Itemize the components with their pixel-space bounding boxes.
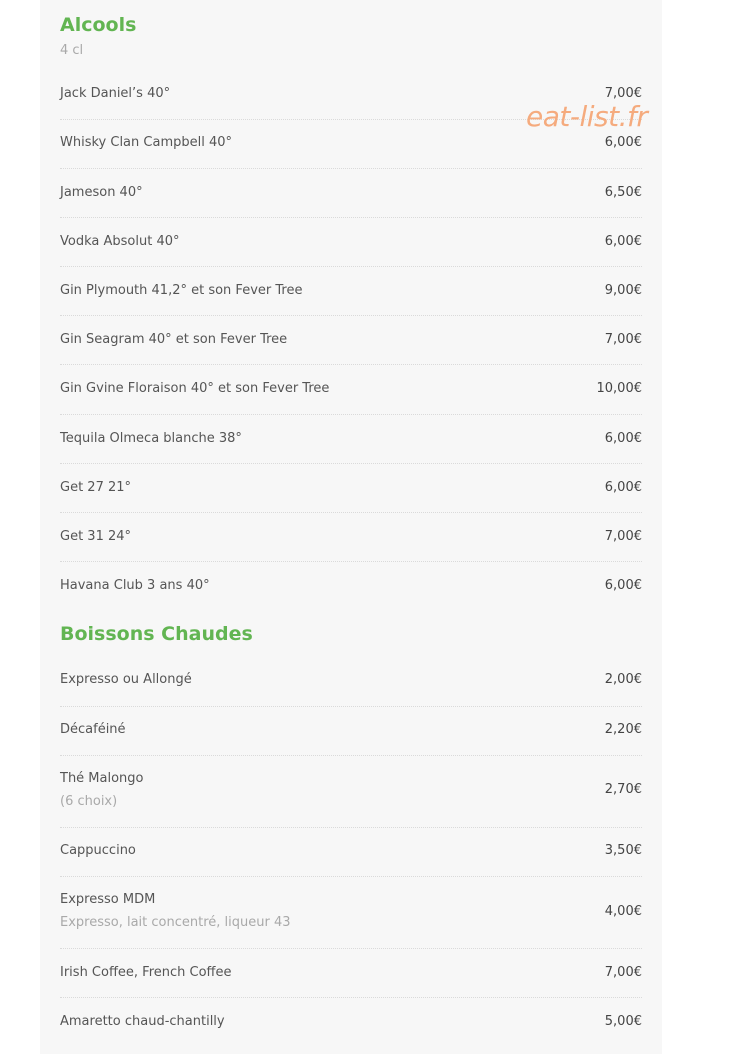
item-description: (6 choix) bbox=[60, 794, 118, 809]
item-name: Gin Seagram 40° et son Fever Tree bbox=[60, 332, 288, 347]
menu-item bbox=[60, 267, 642, 316]
menu-item bbox=[60, 169, 642, 218]
item-price: 7,00€ bbox=[604, 332, 642, 347]
item-name: Get 27 21° bbox=[60, 480, 132, 495]
menu-item bbox=[60, 464, 642, 513]
item-price: 4,00€ bbox=[604, 904, 642, 919]
menu-item bbox=[60, 707, 642, 756]
item-price: 2,20€ bbox=[604, 722, 642, 737]
menu-item bbox=[60, 365, 642, 415]
item-price: 2,70€ bbox=[604, 782, 642, 797]
item-name: Gin Gvine Floraison 40° et son Fever Tree bbox=[60, 381, 330, 396]
item-price: 6,00€ bbox=[604, 234, 642, 249]
item-price: 6,00€ bbox=[604, 480, 642, 495]
item-price: 7,00€ bbox=[604, 86, 642, 101]
section-title-boissons-chaudes: Boissons Chaudes bbox=[60, 623, 253, 645]
item-price: 9,00€ bbox=[604, 283, 642, 298]
menu-item bbox=[60, 218, 642, 267]
item-name: Expresso MDM bbox=[60, 892, 156, 907]
item-name: Get 31 24° bbox=[60, 529, 132, 544]
item-price: 6,00€ bbox=[604, 578, 642, 593]
section-note: 4 cl bbox=[60, 43, 84, 58]
item-name: Tequila Olmeca blanche 38° bbox=[60, 431, 242, 446]
item-name: Jack Daniel’s 40° bbox=[60, 86, 171, 101]
menu-item bbox=[60, 415, 642, 464]
menu-item bbox=[60, 828, 642, 877]
item-name: Irish Coffee, French Coffee bbox=[60, 965, 232, 980]
menu-item bbox=[60, 657, 642, 707]
item-name: Whisky Clan Campbell 40° bbox=[60, 135, 233, 150]
menu-item bbox=[60, 756, 642, 828]
item-price: 6,50€ bbox=[604, 185, 642, 200]
item-name: Expresso ou Allongé bbox=[60, 672, 192, 687]
item-name: Gin Plymouth 41,2° et son Fever Tree bbox=[60, 283, 303, 298]
menu-item bbox=[60, 562, 642, 612]
item-price: 6,00€ bbox=[604, 135, 642, 150]
item-price: 6,00€ bbox=[604, 431, 642, 446]
item-price: 3,50€ bbox=[604, 843, 642, 858]
item-price: 5,00€ bbox=[604, 1014, 642, 1029]
item-description: Expresso, lait concentré, liqueur 43 bbox=[60, 915, 291, 930]
item-price: 7,00€ bbox=[604, 965, 642, 980]
menu-item bbox=[60, 998, 642, 1048]
menu-item bbox=[60, 877, 642, 949]
item-name: Jameson 40° bbox=[60, 185, 143, 200]
menu-item bbox=[60, 949, 642, 998]
item-name: Décaféiné bbox=[60, 722, 126, 737]
item-price: 2,00€ bbox=[604, 672, 642, 687]
section-title-alcools: Alcools bbox=[60, 14, 137, 36]
item-name: Thé Malongo bbox=[60, 771, 144, 786]
menu-item bbox=[60, 513, 642, 562]
item-price: 7,00€ bbox=[604, 529, 642, 544]
menu-item bbox=[60, 316, 642, 365]
item-name: Amaretto chaud-chantilly bbox=[60, 1014, 225, 1029]
item-name: Cappuccino bbox=[60, 843, 136, 858]
item-price: 10,00€ bbox=[596, 381, 642, 396]
item-name: Havana Club 3 ans 40° bbox=[60, 578, 210, 593]
item-name: Vodka Absolut 40° bbox=[60, 234, 180, 249]
watermark: eat-list.fr bbox=[526, 100, 648, 133]
